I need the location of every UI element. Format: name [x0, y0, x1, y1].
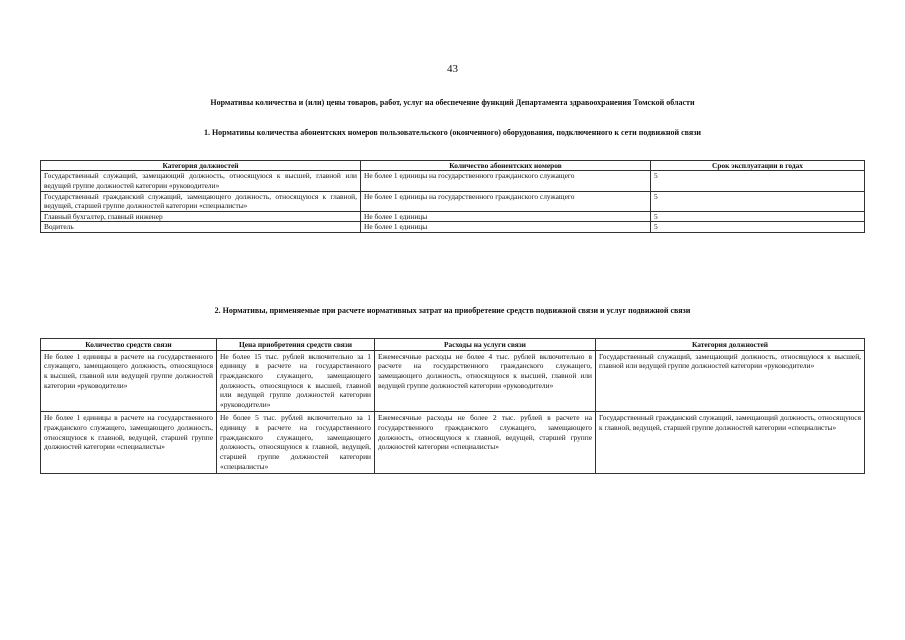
table-row	[41, 211, 865, 222]
column-header: Расходы на услуги связи	[375, 339, 596, 351]
table-cell: Не более 1 единицы в расчете на государственного гражданского служащего, замещающего должность, относящуюся к главной, ведущей, старшей группе должностей категории «специалисты»	[41, 412, 217, 474]
table-row	[41, 412, 865, 474]
table-cell: Не более 1 единицы	[361, 222, 651, 233]
table-cell: Государственный гражданский служащий, замещающий должность, относящуюся к главной, ведущей, старшей группе должностей категории «специалисты»	[596, 412, 865, 474]
table-row	[41, 191, 865, 211]
table-cell: Ежемесячные расходы не более 4 тыс. рублей включительно в расчете на государственного гражданского служащего, замещающего должность, относящуюся к высшей, главной или ведущей группе должностей категории «руководители»	[375, 350, 596, 412]
table-cell: Государственный служащий, замещающий должность, относящуюся к высшей, главной или ведущей группе должностей категории «руководители»	[596, 350, 865, 412]
table-cell: Государственный гражданский служащий, замещающего должность, относящуюся к главной, ведущей, старшей группе должностей категории «специалисты»	[41, 191, 361, 211]
table-cell: Главный бухгалтер, главный инженер	[41, 211, 361, 222]
column-header: Цена приобретения средств связи	[217, 339, 375, 351]
subscriber-numbers-table	[40, 160, 865, 233]
table-header-row	[41, 161, 865, 171]
table-cell: 5	[651, 222, 865, 233]
section2-title: 2. Нормативы, применяемые при расчете нормативных затрат на приобретение средств подвижной связи и услуг подвижной связи	[214, 306, 691, 315]
table-row	[41, 171, 865, 191]
table-cell: Не более 15 тыс. рублей включительно за 1 единицу в расчете на государственного гражданского служащего, замещающего должность, относящуюся к высшей, главной или ведущей группе должностей категории «руководители»	[217, 350, 375, 412]
table-cell: 5	[651, 171, 865, 191]
column-header: Категория должностей	[41, 161, 361, 171]
table-cell: Не более 1 единицы	[361, 211, 651, 222]
table-cell: Водитель	[41, 222, 361, 233]
table-header-row	[41, 339, 865, 351]
table-cell: Ежемесячные расходы не более 2 тыс. рублей в расчете на государственного гражданского служащего, замещающего должность, относящуюся к главной, ведущей, старшей группе должностей категории «специалисты»	[375, 412, 596, 474]
table-cell: Не более 1 единицы на государственного гражданского служащего	[361, 191, 651, 211]
column-header: Срок эксплуатации в годах	[651, 161, 865, 171]
table-cell: Не более 1 единицы в расчете на государственного служащего, замещающего должность, относящуюся к высшей, главной или ведущей группе должностей категории «руководители»	[41, 350, 217, 412]
table-cell: Не более 1 единицы на государственного гражданского служащего	[361, 171, 651, 191]
mobile-devices-table	[40, 338, 865, 474]
column-header: Количество абонентских номеров	[361, 161, 651, 171]
column-header: Категория должностей	[596, 339, 865, 351]
page-title: Нормативы количества и (или) цены товаров, работ, услуг на обеспечение функций Департамента здравоохранения Томской области	[210, 98, 695, 107]
table-cell: Государственный служащий, замещающий должность, относящуюся к высшей, главной или ведущей группе должностей категории «руководители»	[41, 171, 361, 191]
table-cell: 5	[651, 191, 865, 211]
table-cell: 5	[651, 211, 865, 222]
section1-title: 1. Нормативы количества абонентских номеров пользовательского (оконченного) оборудования, подключенного к сети подвижной связи	[203, 128, 702, 137]
table-cell: Не более 5 тыс. рублей включительно за 1 единицу в расчете на государственного гражданского служащего, замещающего должность, относящуюся к главной, ведущей, старшей группе должностей категории «специалисты»	[217, 412, 375, 474]
table-row	[41, 350, 865, 412]
page-number: 43	[447, 63, 458, 75]
table-row	[41, 222, 865, 233]
column-header: Количество средств связи	[41, 339, 217, 351]
